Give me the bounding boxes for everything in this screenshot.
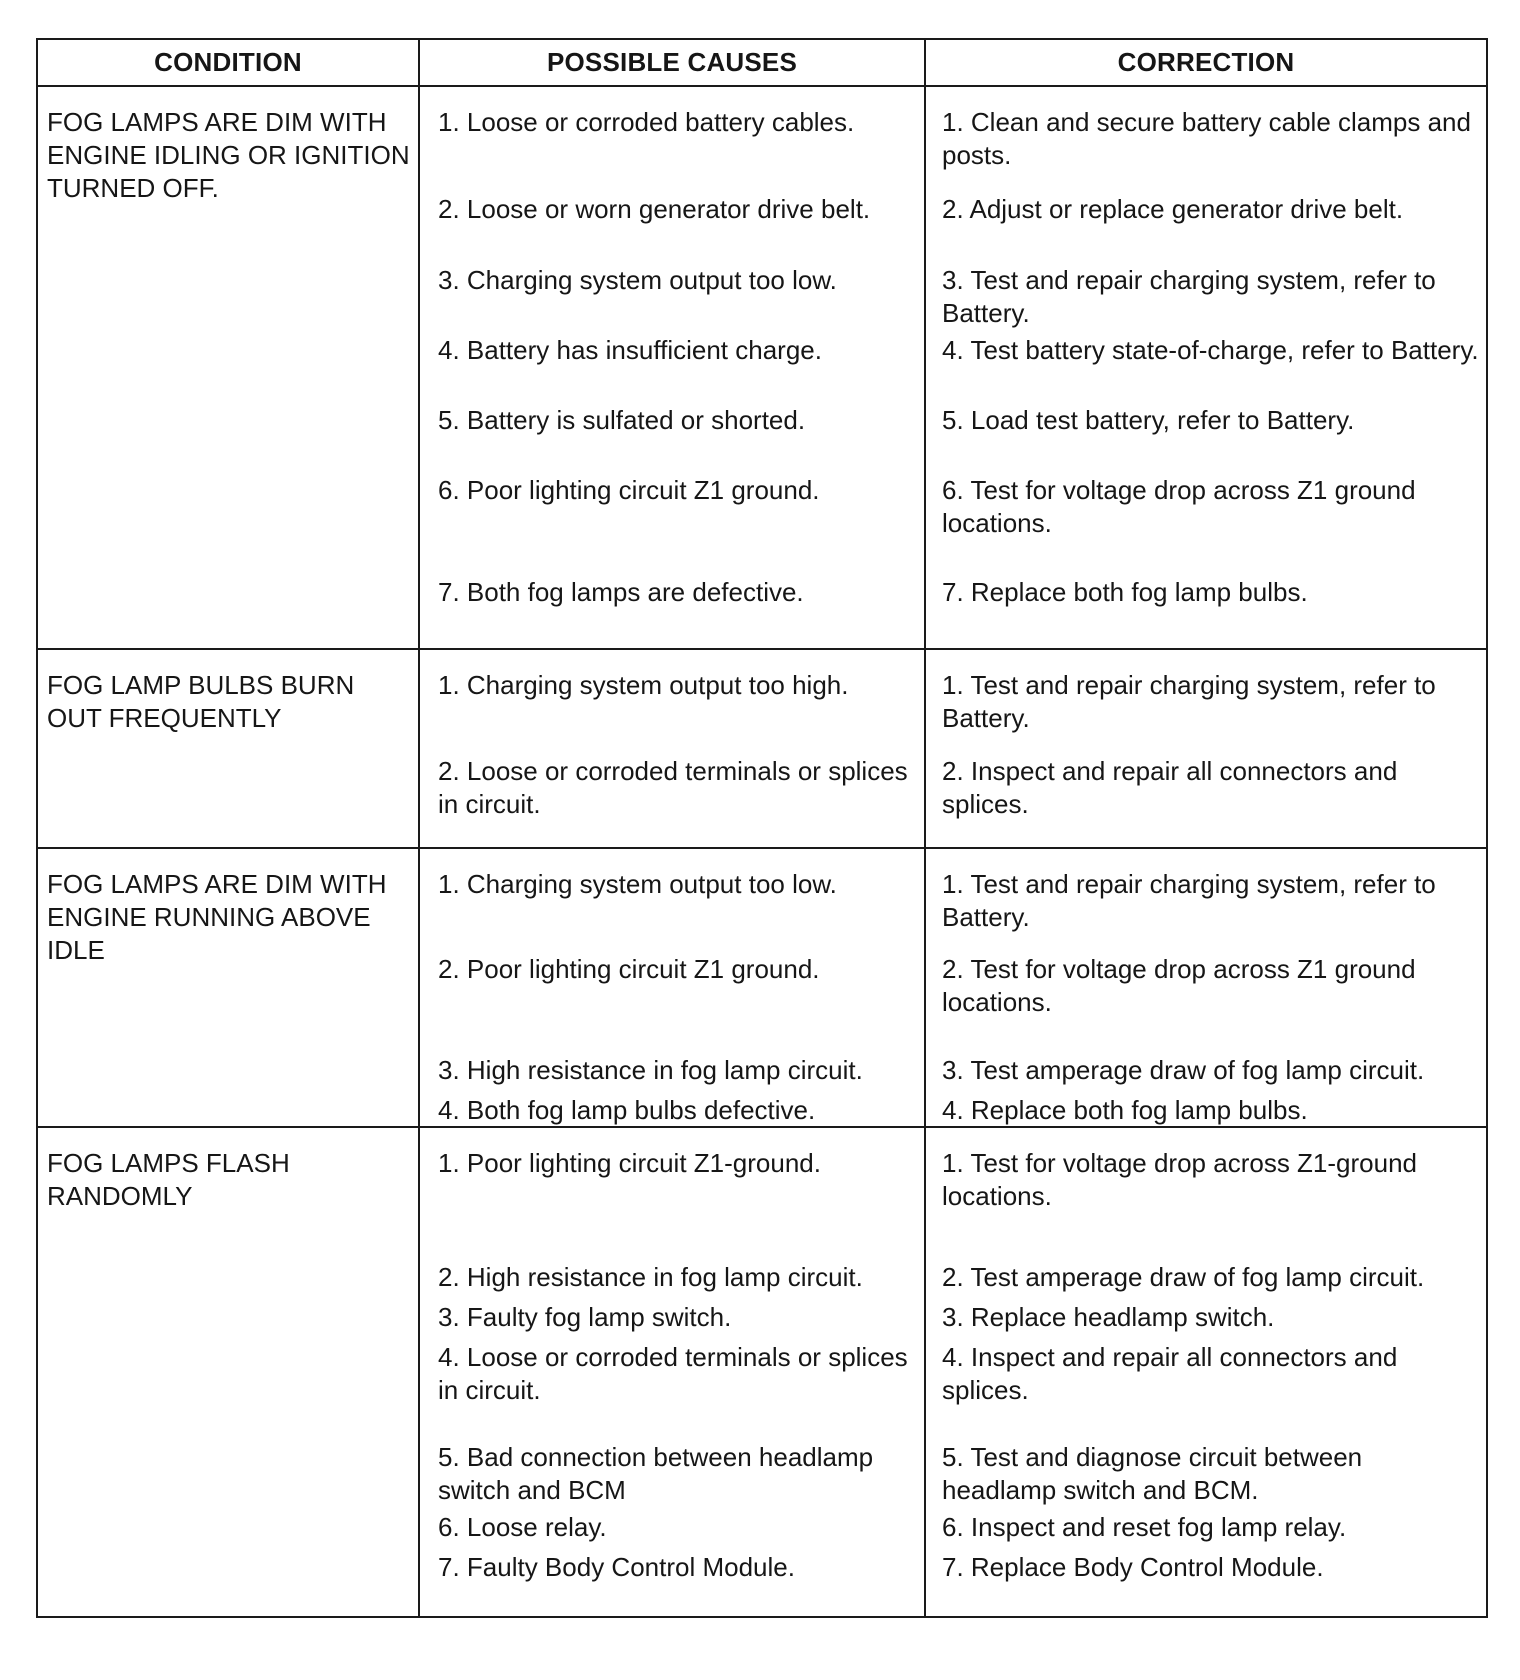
possible-cause: 1. Charging system output too high. [438, 670, 849, 700]
table-row [420, 1094, 1486, 1127]
possible-cause: 1. Charging system output too low. [438, 869, 837, 899]
table-row [420, 1511, 1486, 1544]
table-row [420, 334, 1486, 367]
table-row [420, 953, 1486, 1019]
possible-cause: 2. Loose or corroded terminals or splices in circuit. [438, 756, 908, 819]
possible-cause: 4. Battery has insufficient charge. [438, 335, 822, 365]
correction: 1. Clean and secure battery cable clamps and posts. [942, 107, 1471, 170]
correction: 5. Test and diagnose circuit between headlamp switch and BCM. [942, 1442, 1363, 1505]
correction: 3. Test and repair charging system, refer to Battery. [942, 265, 1436, 328]
possible-cause: 5. Battery is sulfated or shorted. [438, 405, 806, 435]
causes-corrections [418, 849, 1486, 1126]
possible-cause: 7. Faulty Body Control Module. [438, 1552, 795, 1582]
correction: 4. Test battery state-of-charge, refer to Battery. [942, 335, 1479, 365]
table-row [420, 1147, 1486, 1213]
correction: 4. Inspect and repair all connectors and splices. [942, 1342, 1398, 1405]
table-row [420, 1301, 1486, 1334]
table-row [420, 1261, 1486, 1294]
correction: 5. Load test battery, refer to Battery. [942, 405, 1355, 435]
table-row [420, 1441, 1486, 1507]
table-row [420, 1054, 1486, 1087]
possible-cause: 3. Faulty fog lamp switch. [438, 1302, 732, 1332]
table-header [38, 40, 1486, 87]
condition-cell: FOG LAMPS ARE DIM WITH ENGINE IDLING OR IGNITION TURNED OFF. [47, 107, 410, 203]
header-possible-causes: POSSIBLE CAUSES [418, 40, 924, 85]
possible-cause: 3. High resistance in fog lamp circuit. [438, 1055, 863, 1085]
header-condition: CONDITION [154, 47, 302, 77]
table-body [38, 87, 1486, 1616]
possible-cause: 1. Loose or corroded battery cables. [438, 107, 855, 137]
table-row [420, 1551, 1486, 1584]
correction: 2. Adjust or replace generator drive belt. [942, 194, 1404, 224]
possible-cause: 3. Charging system output too low. [438, 265, 837, 295]
diagnosis-table [36, 38, 1488, 1618]
correction: 3. Test amperage draw of fog lamp circuit. [942, 1055, 1425, 1085]
correction: 6. Test for voltage drop across Z1 ground locations. [942, 475, 1416, 538]
correction: 6. Inspect and reset fog lamp relay. [942, 1512, 1347, 1542]
possible-cause: 4. Both fog lamp bulbs defective. [438, 1095, 816, 1125]
header-correction: CORRECTION [924, 40, 1486, 85]
table-row [420, 576, 1486, 609]
correction: 1. Test for voltage drop across Z1-ground locations. [942, 1148, 1417, 1211]
table-row [420, 669, 1486, 735]
table-row [420, 755, 1486, 821]
condition-group [38, 648, 1486, 847]
possible-cause: 2. Poor lighting circuit Z1 ground. [438, 954, 820, 984]
table-row [420, 106, 1486, 172]
correction: 3. Replace headlamp switch. [942, 1302, 1275, 1332]
causes-corrections [418, 650, 1486, 847]
correction: 2. Test amperage draw of fog lamp circuit. [942, 1262, 1425, 1292]
table-row [420, 1341, 1486, 1407]
table-row [420, 868, 1486, 934]
correction: 1. Test and repair charging system, refer to Battery. [942, 670, 1436, 733]
condition-group [38, 847, 1486, 1126]
condition-cell: FOG LAMP BULBS BURN OUT FREQUENTLY [47, 670, 355, 733]
condition-group [38, 1126, 1486, 1616]
possible-cause: 6. Loose relay. [438, 1512, 607, 1542]
table-row [420, 193, 1486, 226]
correction: 7. Replace both fog lamp bulbs. [942, 577, 1308, 607]
table-row [420, 264, 1486, 330]
correction: 4. Replace both fog lamp bulbs. [942, 1095, 1308, 1125]
condition-cell: FOG LAMPS FLASH RANDOMLY [47, 1148, 290, 1211]
condition-cell: FOG LAMPS ARE DIM WITH ENGINE RUNNING ABOVE IDLE [47, 869, 387, 965]
causes-corrections [418, 1128, 1486, 1616]
correction: 1. Test and repair charging system, refer to Battery. [942, 869, 1436, 932]
possible-cause: 1. Poor lighting circuit Z1-ground. [438, 1148, 821, 1178]
correction: 7. Replace Body Control Module. [942, 1552, 1324, 1582]
possible-cause: 7. Both fog lamps are defective. [438, 577, 804, 607]
possible-cause: 4. Loose or corroded terminals or splices in circuit. [438, 1342, 908, 1405]
possible-cause: 6. Poor lighting circuit Z1 ground. [438, 475, 820, 505]
correction: 2. Test for voltage drop across Z1 ground locations. [942, 954, 1416, 1017]
possible-cause: 2. Loose or worn generator drive belt. [438, 194, 871, 224]
condition-group [38, 87, 1486, 648]
table-row [420, 404, 1486, 437]
correction: 2. Inspect and repair all connectors and splices. [942, 756, 1398, 819]
table-row [420, 474, 1486, 540]
causes-corrections [418, 87, 1486, 648]
possible-cause: 2. High resistance in fog lamp circuit. [438, 1262, 863, 1292]
possible-cause: 5. Bad connection between headlamp switch and BCM [438, 1442, 874, 1505]
